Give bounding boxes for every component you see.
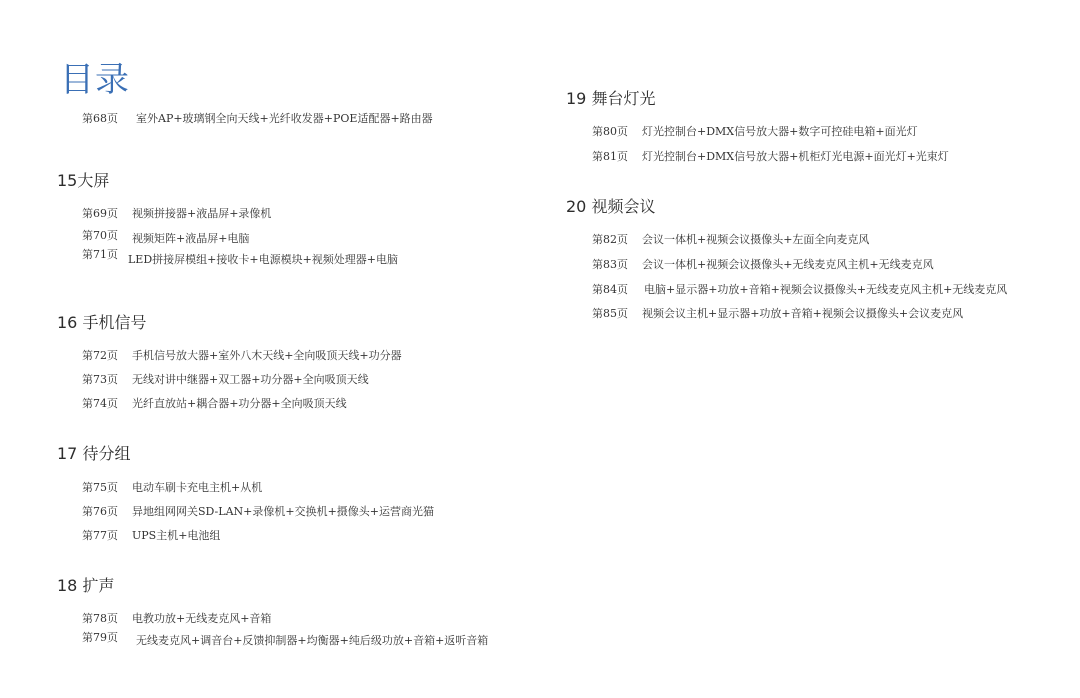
toc-entry-text: 光纤直放站+耦合器+功分器+全向吸顶天线 <box>132 397 347 410</box>
toc-entry-68 <box>82 112 433 126</box>
toc-entry-text: 会议一体机+视频会议摄像头+左面全向麦克风 <box>642 233 870 246</box>
section-heading-20: 20 视频会议 <box>566 197 656 216</box>
toc-entry-text: 电教功放+无线麦克风+音箱 <box>132 612 272 625</box>
toc-entry-text: 手机信号放大器+室外八木天线+全向吸顶天线+功分器 <box>132 349 402 362</box>
toc-page-number: 第80页 <box>592 125 628 138</box>
toc-entry-83 <box>592 258 934 272</box>
toc-entry-74 <box>82 397 347 411</box>
toc-page-number: 第68页 <box>82 112 118 125</box>
toc-page-number: 第77页 <box>82 529 118 542</box>
toc-entry-text: 电动车刷卡充电主机+从机 <box>132 481 263 494</box>
toc-entry-text: 室外AP+玻璃钢全向天线+光纤收发器+POE适配器+路由器 <box>136 112 433 125</box>
toc-page-number: 第82页 <box>592 233 628 246</box>
toc-entry-text: 视频会议主机+显示器+功放+音箱+视频会议摄像头+会议麦克风 <box>642 307 964 320</box>
section-heading-15: 15大屏 <box>57 171 110 190</box>
toc-entry-81 <box>592 150 949 164</box>
toc-entry-71 <box>82 248 399 266</box>
toc-entry-72 <box>82 349 402 363</box>
toc-entry-73 <box>82 373 369 387</box>
toc-page-number: 第73页 <box>82 373 118 386</box>
section-heading-17: 17 待分组 <box>57 444 131 463</box>
toc-page-number: 第70页 <box>82 229 118 242</box>
toc-entry-text: LED拼接屏模组+接收卡+电源模块+视频处理器+电脑 <box>128 253 399 266</box>
toc-page-number: 第84页 <box>592 283 628 296</box>
toc-entry-text: 无线对讲中继器+双工器+功分器+全向吸顶天线 <box>132 373 369 386</box>
toc-entry-84 <box>592 283 1007 297</box>
section-heading-18: 18 扩声 <box>57 576 115 595</box>
toc-page-number: 第74页 <box>82 397 118 410</box>
toc-entry-77 <box>82 529 220 543</box>
toc-entry-79 <box>82 631 488 645</box>
toc-entry-text: 无线麦克风+调音台+反馈抑制器+均衡器+纯后级功放+音箱+返听音箱 <box>136 634 489 647</box>
toc-page-number: 第72页 <box>82 349 118 362</box>
toc-page-number: 第79页 <box>82 631 118 644</box>
toc-entry-text: 电脑+显示器+功放+音箱+视频会议摄像头+无线麦克风主机+无线麦克风 <box>644 283 1008 296</box>
toc-entry-text: 异地组网网关SD-LAN+录像机+交换机+摄像头+运营商光猫 <box>132 505 435 518</box>
toc-page-number: 第75页 <box>82 481 118 494</box>
toc-page-number: 第78页 <box>82 612 118 625</box>
toc-entry-82 <box>592 233 869 247</box>
toc-entry-80 <box>592 125 918 139</box>
toc-entry-text: 视频拼接器+液晶屏+录像机 <box>132 207 272 220</box>
toc-page-number: 第85页 <box>592 307 628 320</box>
page-title: 目录 <box>60 60 130 100</box>
toc-page-number: 第83页 <box>592 258 628 271</box>
toc-entry-text: 会议一体机+视频会议摄像头+无线麦克风主机+无线麦克风 <box>642 258 934 271</box>
toc-page-number: 第81页 <box>592 150 628 163</box>
section-heading-19: 19 舞台灯光 <box>566 89 656 108</box>
toc-entry-78 <box>82 612 271 626</box>
toc-page-number: 第76页 <box>82 505 118 518</box>
toc-entry-text: 灯光控制台+DMX信号放大器+机柜灯光电源+面光灯+光束灯 <box>642 150 949 163</box>
toc-entry-text: UPS主机+电池组 <box>132 529 221 542</box>
toc-page-number: 第69页 <box>82 207 118 220</box>
toc-entry-69 <box>82 207 271 221</box>
toc-entry-text: 视频矩阵+液晶屏+电脑 <box>132 232 250 245</box>
toc-entry-85 <box>592 307 963 321</box>
toc-entry-text: 灯光控制台+DMX信号放大器+数字可控硅电箱+面光灯 <box>642 125 918 138</box>
toc-entry-76 <box>82 505 434 519</box>
section-heading-16: 16 手机信号 <box>57 313 147 332</box>
toc-entry-75 <box>82 481 262 495</box>
toc-entry-70 <box>82 229 249 243</box>
toc-page-number: 第71页 <box>82 248 118 261</box>
